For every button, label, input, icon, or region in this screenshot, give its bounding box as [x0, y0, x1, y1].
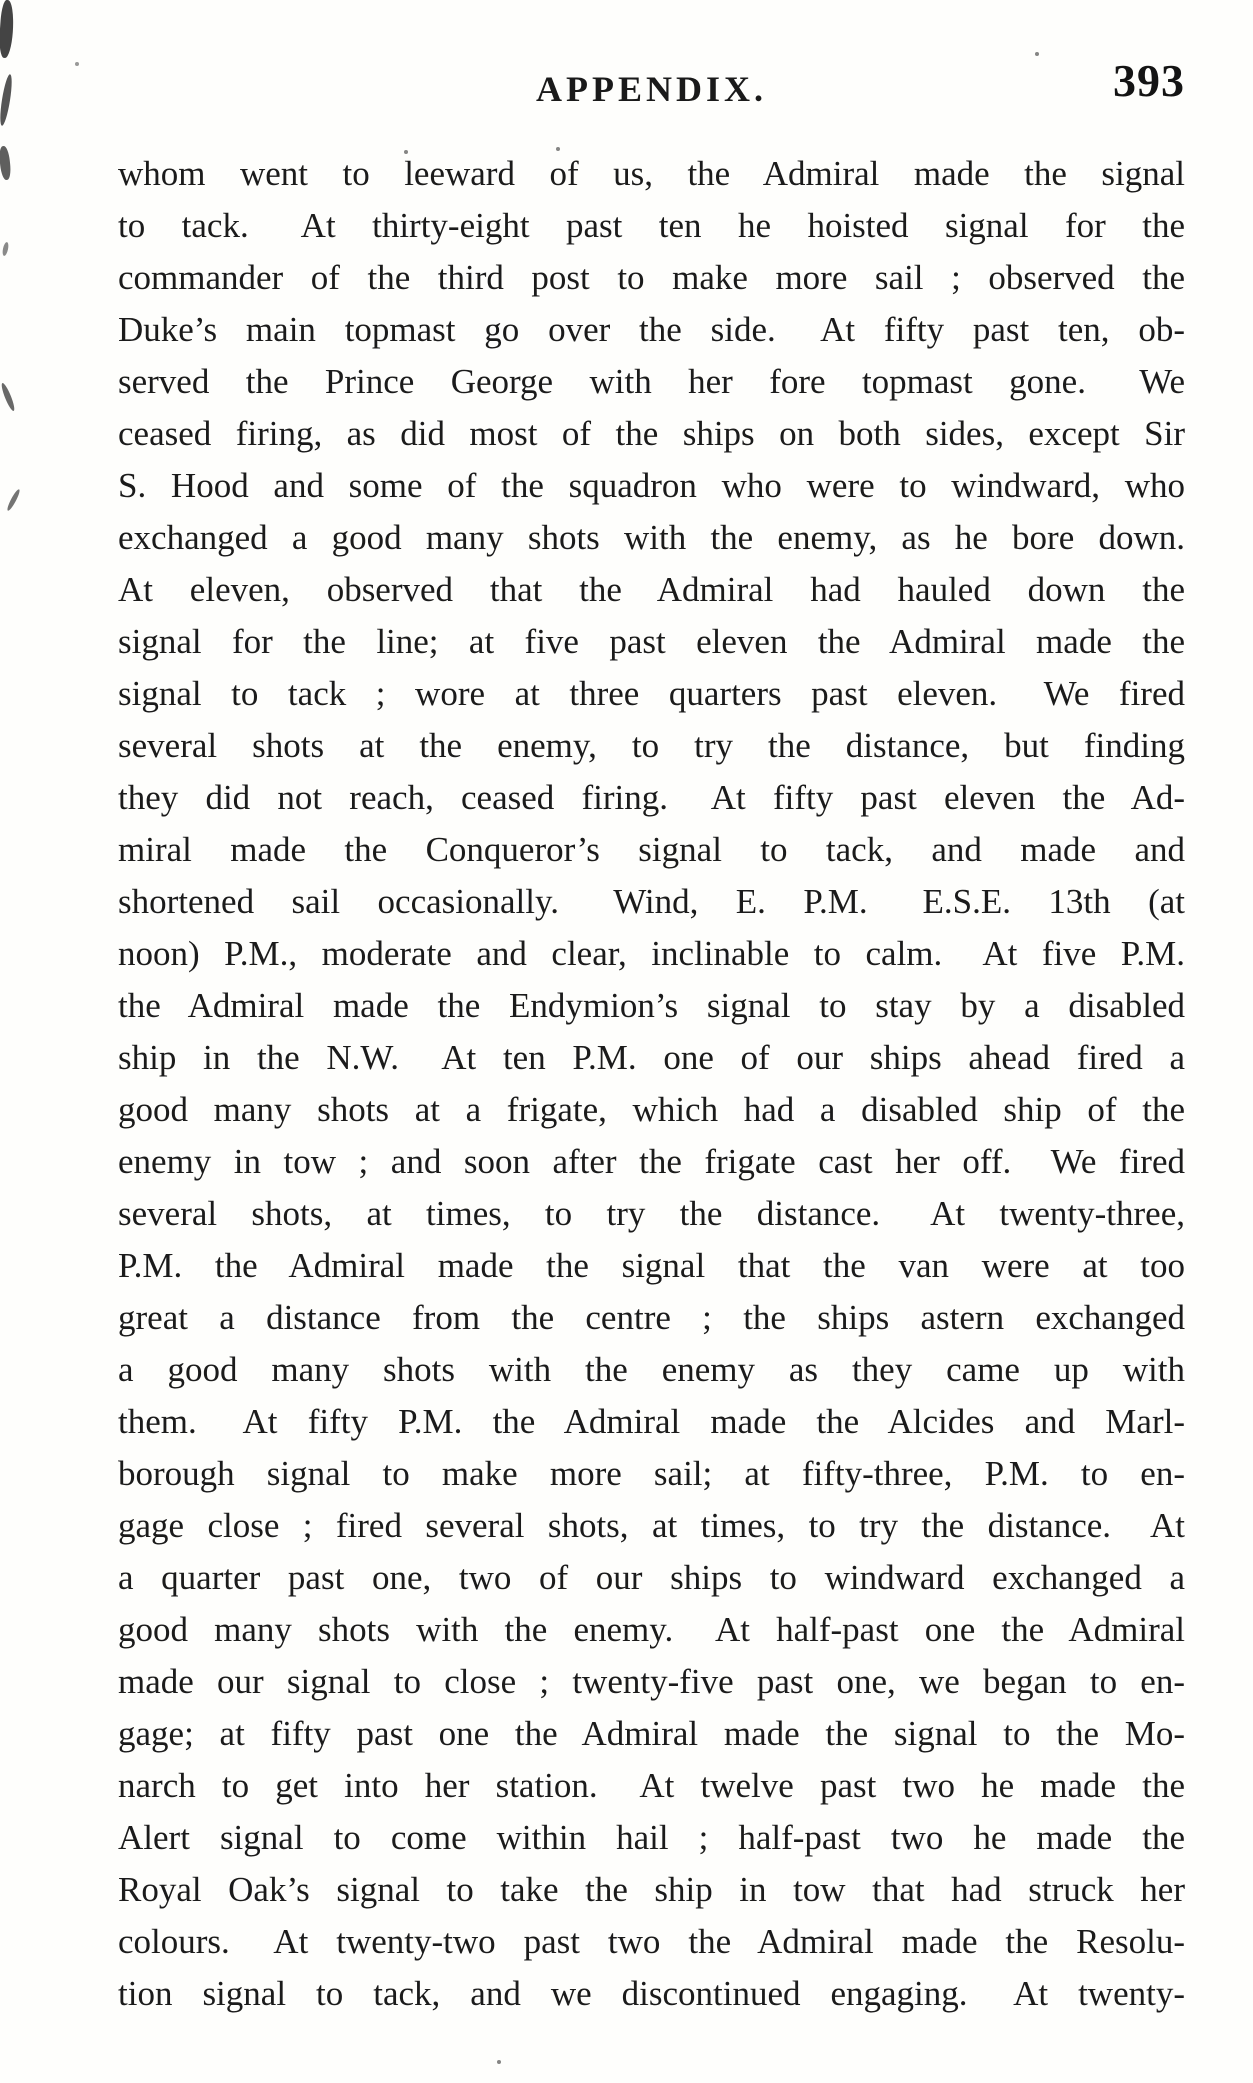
text-line: exchanged a good many shots with the enemy, as he bore down.	[118, 518, 1185, 557]
text-line: tion signal to tack, and we discontinued engaging. At twenty-	[118, 1974, 1185, 2013]
text-line: borough signal to make more sail; at fifty-three, P.M. to en-	[118, 1454, 1185, 1493]
text-line: commander of the third post to make more sail ; observed the	[118, 258, 1185, 297]
text-line: to tack. At thirty-eight past ten he hoisted signal for the	[118, 206, 1185, 245]
text-line: them. At fifty P.M. the Admiral made the Alcides and Marl-	[118, 1402, 1185, 1441]
text-line: Royal Oak’s signal to take the ship in tow that had struck her	[118, 1870, 1185, 1909]
scan-artifact	[6, 488, 22, 512]
text-line: P.M. the Admiral made the signal that the van were at too	[118, 1246, 1185, 1285]
page-number: 393	[1113, 55, 1185, 106]
text-line: Duke’s main topmast go over the side. At fifty past ten, ob-	[118, 310, 1185, 349]
text-line: several shots, at times, to try the distance. At twenty-three,	[118, 1194, 1185, 1233]
text-line: good many shots with the enemy. At half-past one the Admiral	[118, 1610, 1185, 1649]
text-line: shortened sail occasionally. Wind, E. P.M. E.S.E. 13th (at	[118, 882, 1185, 921]
text-line: great a distance from the centre ; the ships astern exchanged	[118, 1298, 1185, 1337]
text-line: At eleven, observed that the Admiral had hauled down the	[118, 570, 1185, 609]
text-line: served the Prince George with her fore topmast gone. We	[118, 362, 1185, 401]
text-line: colours. At twenty-two past two the Admiral made the Resolu-	[118, 1922, 1185, 1961]
text-line: noon) P.M., moderate and clear, inclinable to calm. At five P.M.	[118, 934, 1185, 973]
text-line: whom went to leeward of us, the Admiral made the signal	[118, 154, 1185, 193]
running-header: APPENDIX.	[536, 69, 767, 109]
scan-speck	[1035, 52, 1039, 56]
text-line: the Admiral made the Endymion’s signal to stay by a disabled	[118, 986, 1185, 1025]
scan-speck	[497, 2060, 501, 2064]
scan-artifact	[0, 146, 12, 181]
scan-artifact	[0, 74, 14, 127]
text-line: a good many shots with the enemy as they came up with	[118, 1350, 1185, 1389]
scan-artifact	[0, 0, 15, 58]
text-line: made our signal to close ; twenty-five past one, we began to en-	[118, 1662, 1185, 1701]
text-line: S. Hood and some of the squadron who were to windward, who	[118, 466, 1185, 505]
scan-speck	[75, 62, 79, 66]
scan-artifact	[0, 382, 16, 412]
text-line: narch to get into her station. At twelve past two he made the	[118, 1766, 1185, 1805]
page-header	[118, 55, 1185, 112]
text-line: good many shots at a frigate, which had a disabled ship of the	[118, 1090, 1185, 1129]
text-line: signal to tack ; wore at three quarters past eleven. We fired	[118, 674, 1185, 713]
text-line: ship in the N.W. At ten P.M. one of our ships ahead fired a	[118, 1038, 1185, 1077]
text-line: several shots at the enemy, to try the distance, but finding	[118, 726, 1185, 765]
text-line: signal for the line; at five past eleven the Admiral made the	[118, 622, 1185, 661]
body-text	[118, 148, 1185, 2020]
text-line: a quarter past one, two of our ships to windward exchanged a	[118, 1558, 1185, 1597]
text-line: ceased firing, as did most of the ships on both sides, except Sir	[118, 414, 1185, 453]
text-line: Alert signal to come within hail ; half-past two he made the	[118, 1818, 1185, 1857]
text-line: they did not reach, ceased firing. At fifty past eleven the Ad-	[118, 778, 1185, 817]
text-line: miral made the Conqueror’s signal to tack, and made and	[118, 830, 1185, 869]
text-line: enemy in tow ; and soon after the frigate cast her off. We fired	[118, 1142, 1185, 1181]
text-line: gage; at fifty past one the Admiral made the signal to the Mo-	[118, 1714, 1185, 1753]
scan-artifact	[2, 242, 10, 257]
text-line: gage close ; fired several shots, at times, to try the distance. At	[118, 1506, 1185, 1545]
